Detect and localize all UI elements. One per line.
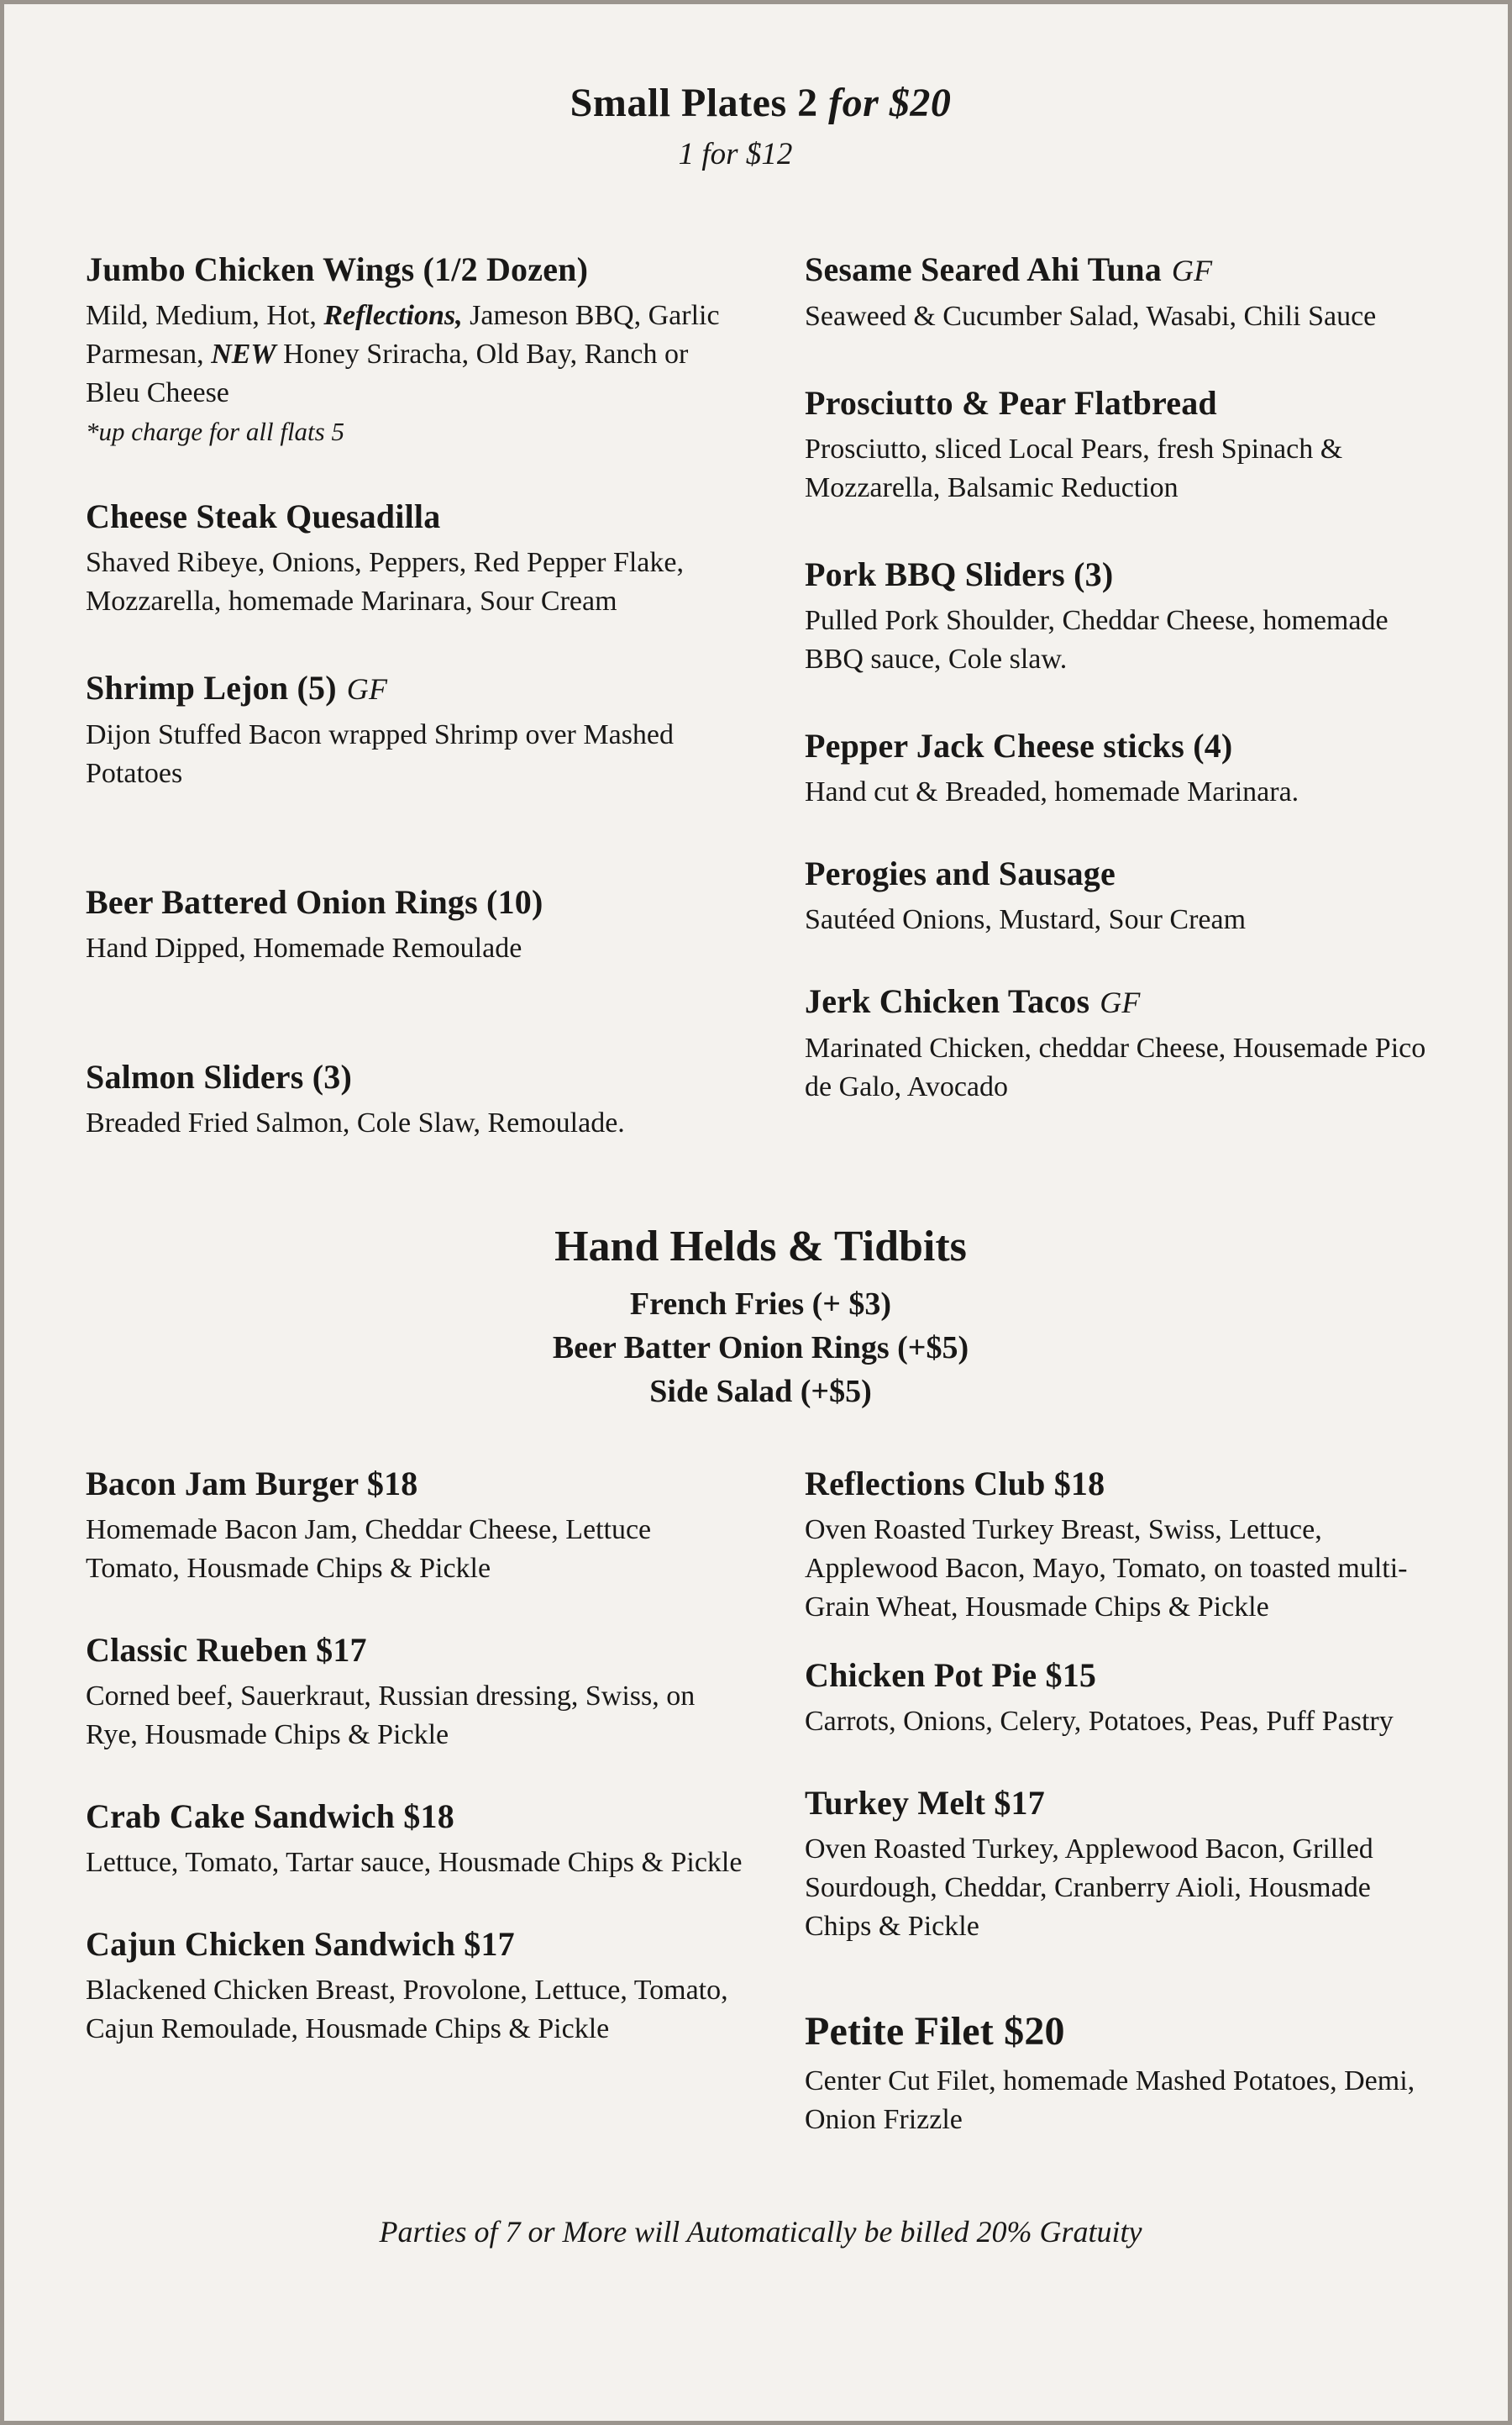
menu-item-classic-rueben xyxy=(86,1628,746,1754)
menu-item-salmon-sliders xyxy=(86,1055,746,1143)
item-desc: Pulled Pork Shoulder, Cheddar Cheese, homemade BBQ sauce, Cole slaw. xyxy=(805,605,1389,675)
menu-item-sesame-seared-ahi-tuna xyxy=(805,248,1436,336)
desc-part: Mild, Medium, Hot, xyxy=(86,300,324,331)
item-name: Beer Battered Onion Rings (10) xyxy=(86,883,543,921)
menu-item-beer-battered-onion-rings xyxy=(86,881,746,968)
menu-item-jerk-chicken-tacos xyxy=(805,980,1436,1107)
item-desc: Shaved Ribeye, Onions, Peppers, Red Pepper Flake, Mozzarella, homemade Marinara, Sour Cream xyxy=(86,547,684,617)
item-desc: Sautéed Onions, Mustard, Sour Cream xyxy=(805,904,1247,935)
title-deal: for $20 xyxy=(828,81,952,125)
menu-item-jumbo-chicken-wings xyxy=(86,248,746,450)
menu-item-chicken-pot-pie xyxy=(805,1654,1436,1741)
item-desc: Hand Dipped, Homemade Remoulade xyxy=(86,933,522,964)
item-name xyxy=(86,666,746,711)
item-name xyxy=(805,980,1436,1024)
item-name: Reflections Club $18 xyxy=(805,1465,1105,1502)
handhelds-addon-fries: French Fries (+ $3) xyxy=(629,1286,892,1322)
gratuity-notice: Parties of 7 or More will Automatically be billed 20% Gratuity xyxy=(379,2215,1142,2249)
menu-item-petite-filet xyxy=(805,2007,1436,2139)
desc-part: Honey Sriracha, Old Bay, Ranch or Bleu Cheese xyxy=(86,339,689,408)
small-plates-subtitle: 1 for $12 xyxy=(678,137,793,171)
item-desc: Dijon Stuffed Bacon wrapped Shrimp over Mashed Potatoes xyxy=(86,719,675,789)
item-desc: Blackened Chicken Breast, Provolone, Lettuce, Tomato, Cajun Remoulade, Housmade Chips & Pickle xyxy=(86,1975,728,2044)
item-name: Perogies and Sausage xyxy=(805,855,1116,892)
page-header xyxy=(86,78,1436,176)
desc-part: Jameson BBQ, Garlic Parmesan, xyxy=(86,300,720,370)
item-desc: Seaweed & Cucumber Salad, Wasabi, Chili Sauce xyxy=(805,301,1377,332)
handhelds-title: Hand Helds & Tidbits xyxy=(554,1223,967,1270)
item-desc: Carrots, Onions, Celery, Potatoes, Peas, Puff Pastry xyxy=(805,1706,1394,1737)
item-name: Cheese Steak Quesadilla xyxy=(86,497,441,535)
gluten-free-tag: GF xyxy=(346,672,388,706)
item-name xyxy=(805,248,1436,292)
gluten-free-tag: GF xyxy=(1100,986,1141,1019)
item-desc: Hand cut & Breaded, homemade Marinara. xyxy=(805,776,1299,807)
item-name: Prosciutto & Pear Flatbread xyxy=(805,384,1217,422)
item-desc xyxy=(86,297,746,413)
handhelds-columns xyxy=(86,1462,1436,2139)
item-name-text: Jerk Chicken Tacos xyxy=(805,982,1090,1020)
handhelds-column-left xyxy=(86,1462,805,2049)
item-name-text: Shrimp Lejon (5) xyxy=(86,669,337,707)
menu-item-cajun-chicken-sandwich xyxy=(86,1923,746,2049)
handhelds-header xyxy=(86,1220,1436,1413)
small-plates-column-left xyxy=(86,248,805,1143)
item-desc: Corned beef, Sauerkraut, Russian dressing, Swiss, on Rye, Housmade Chips & Pickle xyxy=(86,1681,696,1750)
handhelds-column-right xyxy=(805,1462,1436,2139)
menu-item-pepper-jack-cheese-sticks xyxy=(805,724,1436,812)
item-desc: Prosciutto, sliced Local Pears, fresh Spinach & Mozzarella, Balsamic Reduction xyxy=(805,434,1343,503)
item-desc: Oven Roasted Turkey Breast, Swiss, Lettuce, Applewood Bacon, Mayo, Tomato, on toasted multi-Grain Wheat, Housmade Chips & Pickle xyxy=(805,1514,1408,1623)
item-name: Pepper Jack Cheese sticks (4) xyxy=(805,727,1233,765)
item-name: Chicken Pot Pie $15 xyxy=(805,1656,1097,1694)
item-name: Petite Filet $20 xyxy=(805,2009,1065,2054)
title-regular: Small Plates 2 xyxy=(570,81,829,125)
menu-item-cheese-steak-quesadilla xyxy=(86,495,746,621)
item-name: Cajun Chicken Sandwich $17 xyxy=(86,1925,515,1963)
item-name: Bacon Jam Burger $18 xyxy=(86,1465,418,1502)
small-plates-title xyxy=(86,78,1436,129)
desc-part-emphasis: Reflections, xyxy=(323,300,463,331)
item-name: Classic Rueben $17 xyxy=(86,1631,367,1669)
menu-item-perogies-and-sausage xyxy=(805,852,1436,939)
item-desc: Homemade Bacon Jam, Cheddar Cheese, Lettuce Tomato, Housmade Chips & Pickle xyxy=(86,1514,652,1584)
item-name: Jumbo Chicken Wings (1/2 Dozen) xyxy=(86,250,589,288)
desc-part-emphasis: NEW xyxy=(211,339,276,370)
menu-item-pork-bbq-sliders xyxy=(805,553,1436,679)
item-name: Pork BBQ Sliders (3) xyxy=(805,555,1114,593)
gluten-free-tag: GF xyxy=(1171,254,1213,287)
menu-item-crab-cake-sandwich xyxy=(86,1795,746,1882)
menu-item-bacon-jam-burger xyxy=(86,1462,746,1588)
handhelds-addon-side-salad: Side Salad (+$5) xyxy=(649,1374,872,1409)
menu-item-shrimp-lejon xyxy=(86,666,746,793)
menu-item-reflections-club xyxy=(805,1462,1436,1627)
item-note: *up charge for all flats 5 xyxy=(86,417,344,446)
item-desc: Center Cut Filet, homemade Mashed Potatoes, Demi, Onion Frizzle xyxy=(805,2065,1415,2135)
small-plates-columns xyxy=(86,248,1436,1143)
item-name: Crab Cake Sandwich $18 xyxy=(86,1797,454,1835)
item-name: Turkey Melt $17 xyxy=(805,1784,1045,1822)
menu-item-turkey-melt xyxy=(805,1781,1436,1946)
item-name-text: Sesame Seared Ahi Tuna xyxy=(805,250,1162,288)
item-name: Salmon Sliders (3) xyxy=(86,1058,352,1096)
menu-item-prosciutto-pear-flatbread xyxy=(805,381,1436,508)
item-desc: Marinated Chicken, cheddar Cheese, Housemade Pico de Galo, Avocado xyxy=(805,1033,1426,1102)
small-plates-column-right xyxy=(805,248,1436,1107)
item-desc: Oven Roasted Turkey, Applewood Bacon, Grilled Sourdough, Cheddar, Cranberry Aioli, Housmade Chips & Pickle xyxy=(805,1833,1373,1942)
item-desc: Breaded Fried Salmon, Cole Slaw, Remoulade. xyxy=(86,1107,625,1139)
item-desc: Lettuce, Tomato, Tartar sauce, Housmade Chips & Pickle xyxy=(86,1847,743,1878)
handhelds-addon-onion-rings: Beer Batter Onion Rings (+$5) xyxy=(552,1330,969,1365)
